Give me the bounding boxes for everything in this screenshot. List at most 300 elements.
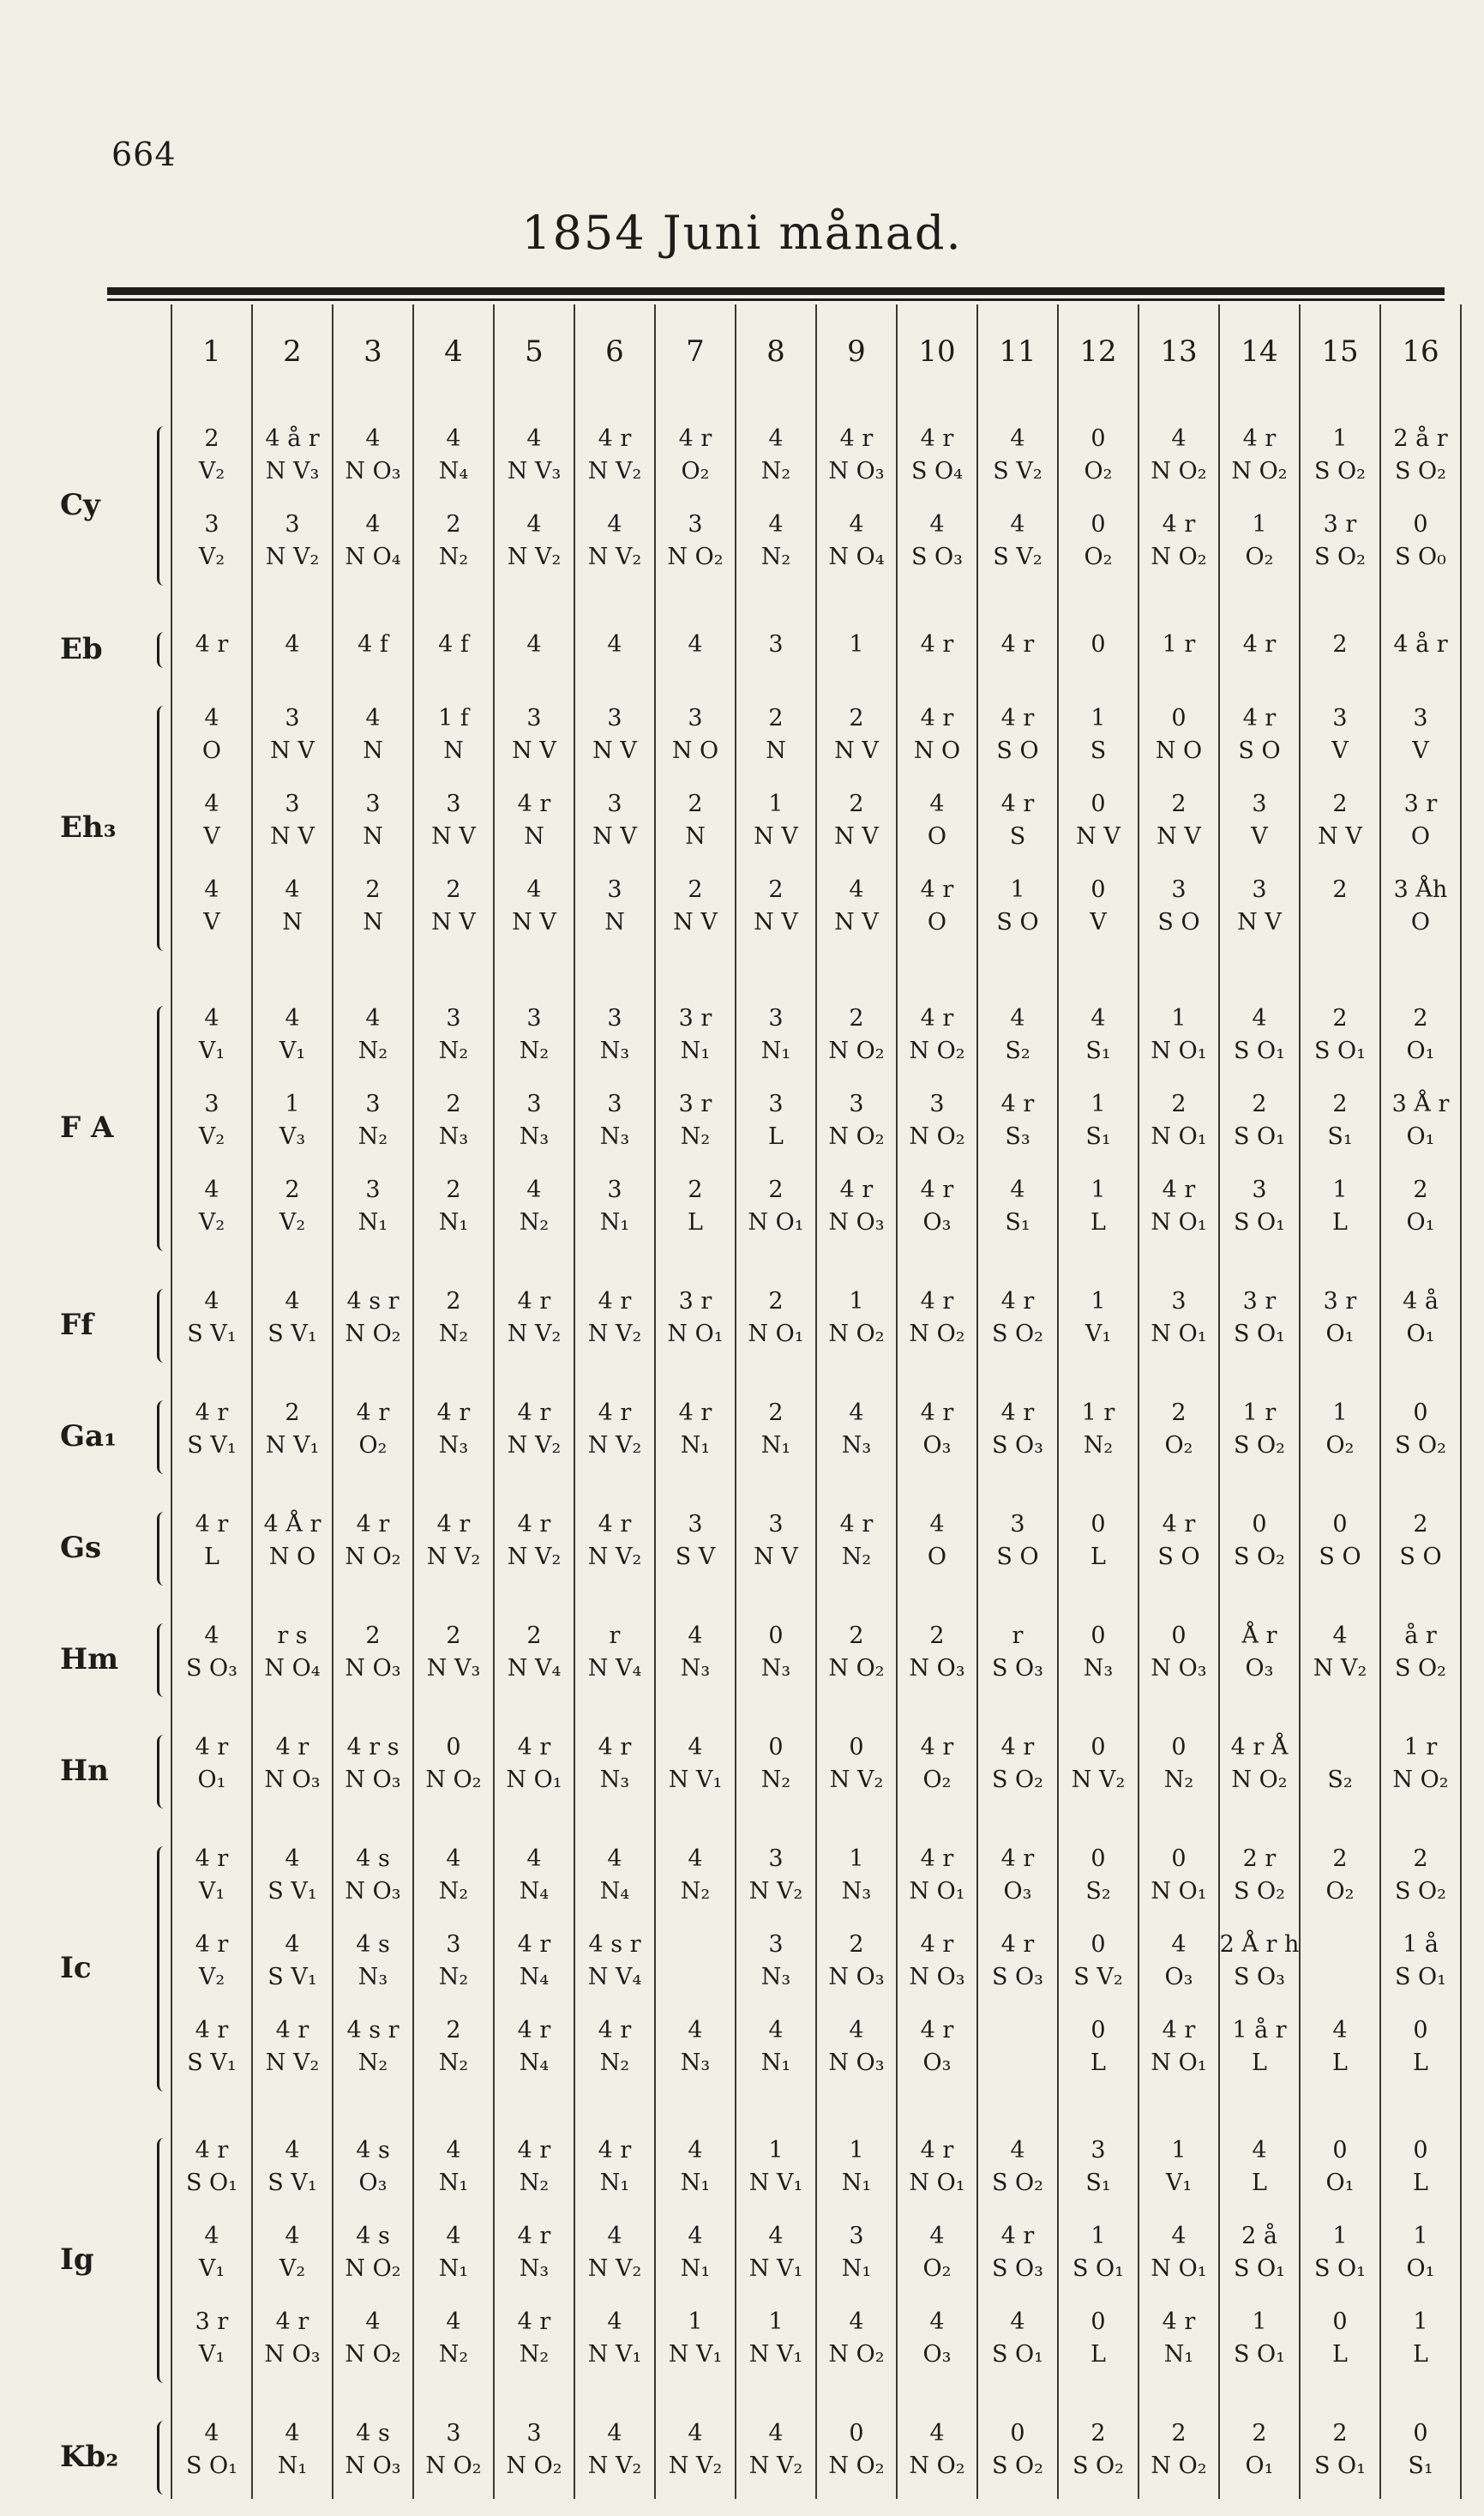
cell-direction: L xyxy=(768,1123,784,1150)
cell-direction: S V₁ xyxy=(267,1878,317,1905)
table-cell xyxy=(333,423,413,505)
cell-strength: 0 xyxy=(768,1734,784,1761)
cell-strength: r xyxy=(609,1622,621,1649)
station-brace xyxy=(157,1846,170,2092)
table-cell xyxy=(413,629,494,711)
cell-direction: N₂ xyxy=(1083,1432,1114,1459)
cell-direction: N V₂ xyxy=(587,1432,642,1459)
cell-strength: 4 r xyxy=(1162,1511,1196,1538)
cell-direction: S O₂ xyxy=(1233,1544,1286,1570)
column-divider xyxy=(251,304,253,2499)
cell-strength: 3 xyxy=(849,2223,864,2249)
table-cell xyxy=(252,1929,333,2011)
cell-strength: 4 xyxy=(1010,2308,1025,2335)
cell-direction: O₁ xyxy=(197,1767,226,1793)
cell-direction: S O₁ xyxy=(1313,2255,1367,2282)
table-cell xyxy=(171,874,252,956)
table-cell xyxy=(977,2014,1058,2097)
table-cell xyxy=(977,1843,1058,1925)
cell-direction: N O₃ xyxy=(909,1655,965,1682)
cell-strength: 1 xyxy=(1332,2223,1348,2249)
cell-strength: 4 xyxy=(285,631,300,658)
table-cell xyxy=(655,1731,736,1814)
table-cell xyxy=(1300,2417,1380,2500)
cell-strength: 3 xyxy=(365,791,381,817)
cell-strength: 4 xyxy=(768,511,784,538)
cell-strength: 4 xyxy=(365,705,381,731)
table-cell xyxy=(736,2306,816,2388)
table-cell xyxy=(171,1508,252,1591)
table-cell xyxy=(574,1397,655,1479)
cell-direction: N O₂ xyxy=(345,2255,401,2282)
cell-strength: 3 xyxy=(285,705,300,731)
cell-direction: N₃ xyxy=(841,1878,872,1905)
cell-direction: S O xyxy=(1319,1544,1361,1570)
cell-strength: 4 xyxy=(929,511,945,538)
table-cell xyxy=(1219,2014,1300,2097)
cell-direction: L xyxy=(1090,2341,1106,2368)
cell-strength: 4 r xyxy=(436,1511,471,1538)
cell-direction: N O₃ xyxy=(345,1655,401,1682)
table-cell xyxy=(413,2417,494,2500)
cell-strength: 3 xyxy=(1090,2137,1106,2164)
cell-direction: N₂ xyxy=(519,2341,550,2368)
table-cell xyxy=(1058,2220,1139,2302)
table-cell xyxy=(1058,1285,1139,1368)
column-header: 4 xyxy=(444,334,463,369)
cell-direction: N O₁ xyxy=(1151,1209,1207,1236)
table-cell xyxy=(1380,1620,1461,1702)
cell-strength: 4 r xyxy=(598,425,632,452)
cell-direction: S O₁ xyxy=(185,2170,238,2196)
cell-strength: 1 å xyxy=(1403,1931,1439,1958)
table-cell xyxy=(1300,509,1380,591)
cell-direction: O₃ xyxy=(1245,1655,1274,1682)
cell-strength: 0 xyxy=(1171,1734,1187,1761)
cell-direction: N₁ xyxy=(438,2170,469,2196)
cell-strength: 1 xyxy=(849,1845,864,1872)
table-cell xyxy=(333,1088,413,1171)
cell-direction: N₃ xyxy=(1083,1655,1114,1682)
table-cell xyxy=(1219,2306,1300,2388)
cell-strength: 4 r xyxy=(920,2017,954,2043)
table-cell xyxy=(1219,1620,1300,1702)
cell-direction: N V xyxy=(270,737,315,764)
cell-strength: 4 r xyxy=(920,1931,954,1958)
table-cell xyxy=(655,1397,736,1479)
cell-direction: O₂ xyxy=(922,2255,952,2282)
table-cell xyxy=(1380,1002,1461,1085)
cell-strength: 4 r xyxy=(195,2137,229,2164)
cell-strength: 4 r xyxy=(920,631,954,658)
cell-direction: V₁ xyxy=(279,1038,306,1064)
cell-direction: N₂ xyxy=(357,1123,388,1150)
table-cell xyxy=(897,629,977,711)
cell-strength: 0 xyxy=(446,1734,461,1761)
table-cell xyxy=(494,1508,574,1591)
table-cell xyxy=(977,1731,1058,1814)
cell-direction: V xyxy=(1251,823,1268,850)
table-cell xyxy=(1139,1731,1219,1814)
cell-direction: S O₁ xyxy=(991,2341,1044,2368)
cell-direction: N₁ xyxy=(760,1432,791,1459)
table-cell xyxy=(1139,1843,1219,1925)
cell-strength: 3 xyxy=(607,1091,622,1117)
cell-strength: 2 xyxy=(849,1622,864,1649)
table-cell xyxy=(655,423,736,505)
table-cell xyxy=(977,1285,1058,1368)
cell-direction: O₂ xyxy=(1325,1878,1355,1905)
table-cell xyxy=(413,702,494,785)
cell-direction: O₁ xyxy=(1245,2453,1274,2479)
cell-strength: 2 xyxy=(768,876,784,903)
cell-direction: O₃ xyxy=(922,1209,952,1236)
table-cell xyxy=(1058,1002,1139,1085)
cell-strength: 1 xyxy=(1090,1091,1106,1117)
cell-direction: N O₂ xyxy=(345,2341,401,2368)
table-cell xyxy=(736,629,816,711)
table-cell xyxy=(1219,1731,1300,1814)
table-cell xyxy=(1380,1843,1461,1925)
cell-direction: N O₂ xyxy=(828,2453,885,2479)
table-cell xyxy=(171,2134,252,2217)
cell-strength: 0 xyxy=(1090,631,1106,658)
cell-strength: 4 xyxy=(1010,425,1025,452)
column-divider xyxy=(1057,304,1059,2499)
table-cell xyxy=(1380,423,1461,505)
table-cell xyxy=(333,1731,413,1814)
cell-strength: 4 xyxy=(688,2420,703,2447)
table-cell xyxy=(1058,1508,1139,1591)
cell-strength: 4 xyxy=(929,2308,945,2335)
cell-direction: N₃ xyxy=(438,1432,469,1459)
table-cell xyxy=(1300,1929,1380,2011)
table-cell xyxy=(574,874,655,956)
cell-direction: N O₂ xyxy=(506,2453,562,2479)
cell-strength: 4 xyxy=(688,1734,703,1761)
table-cell xyxy=(897,1843,977,1925)
column-header: 8 xyxy=(766,334,785,369)
table-cell xyxy=(977,2417,1058,2500)
cell-strength: 3 xyxy=(607,1177,622,1203)
cell-strength: 4 xyxy=(688,2017,703,2043)
cell-direction: O₁ xyxy=(1406,1123,1435,1150)
cell-direction: O₂ xyxy=(1084,544,1113,570)
table-cell xyxy=(897,2306,977,2388)
cell-direction: S O xyxy=(1157,909,1200,936)
cell-strength: 4 r xyxy=(1000,1845,1035,1872)
cell-direction: N O₂ xyxy=(1392,1767,1449,1793)
cell-strength: 4 xyxy=(365,511,381,538)
cell-strength: 3 r xyxy=(195,2308,229,2335)
cell-direction: N₁ xyxy=(680,2170,711,2196)
cell-strength: 4 r xyxy=(517,2223,551,2249)
cell-direction: N O₃ xyxy=(345,458,401,485)
cell-direction: S O₂ xyxy=(991,2453,1044,2479)
cell-direction: L xyxy=(1252,2050,1267,2076)
table-cell xyxy=(977,423,1058,505)
cell-strength: 1 xyxy=(1332,425,1348,452)
cell-direction: N O₁ xyxy=(909,2170,965,2196)
cell-direction: N₂ xyxy=(357,1038,388,1064)
cell-direction: O₃ xyxy=(922,2341,952,2368)
cell-strength: 1 xyxy=(1252,511,1267,538)
cell-direction: L xyxy=(1332,1209,1348,1236)
table-cell xyxy=(655,1174,736,1256)
table-cell xyxy=(897,1929,977,2011)
cell-strength: 0 xyxy=(1090,1622,1106,1649)
cell-direction: O xyxy=(201,737,222,764)
cell-strength: 3 xyxy=(526,2420,542,2447)
cell-direction: S O₂ xyxy=(1394,1432,1447,1459)
cell-strength: 4 xyxy=(446,1845,461,1872)
table-cell xyxy=(171,509,252,591)
table-cell xyxy=(655,874,736,956)
station-brace xyxy=(157,2138,170,2383)
column-divider xyxy=(1460,304,1462,2499)
cell-direction: S O₃ xyxy=(991,1432,1044,1459)
cell-strength: 1 xyxy=(1171,2137,1187,2164)
cell-strength: 1 xyxy=(849,631,864,658)
cell-strength: 3 r xyxy=(678,1091,712,1117)
cell-strength: 4 xyxy=(849,511,864,538)
cell-direction: N O₂ xyxy=(345,1544,401,1570)
column-header: 5 xyxy=(525,334,544,369)
table-cell xyxy=(816,874,897,956)
cell-strength: 2 r xyxy=(1242,1845,1277,1872)
cell-direction: S V₁ xyxy=(187,1321,237,1347)
cell-strength: 3 r xyxy=(1323,1288,1357,1315)
cell-strength: 4 r xyxy=(839,425,874,452)
cell-strength: 4 r xyxy=(1000,1399,1035,1426)
cell-strength: 4 xyxy=(365,425,381,452)
cell-strength: 2 xyxy=(446,1091,461,1117)
cell-direction: N V xyxy=(592,823,637,850)
table-cell xyxy=(574,423,655,505)
cell-direction: O₃ xyxy=(1003,1878,1032,1905)
cell-strength: 4 s xyxy=(356,1931,390,1958)
cell-strength: 4 r xyxy=(195,2017,229,2043)
station-brace xyxy=(157,1623,170,1697)
cell-direction: N V xyxy=(512,737,556,764)
cell-direction: V₂ xyxy=(198,1123,225,1150)
column-divider xyxy=(171,304,172,2499)
table-cell xyxy=(574,1929,655,2011)
table-cell xyxy=(816,2134,897,2217)
table-cell xyxy=(574,1508,655,1591)
station-label: Eh₃ xyxy=(60,810,117,845)
cell-strength: 4 xyxy=(1010,1005,1025,1032)
page-number: 664 xyxy=(111,135,177,173)
table-cell xyxy=(897,1397,977,1479)
table-cell xyxy=(1300,1088,1380,1171)
cell-direction: V xyxy=(1331,737,1349,764)
cell-direction: N O₁ xyxy=(1151,1321,1207,1347)
cell-direction: N V xyxy=(834,909,879,936)
cell-strength: 1 xyxy=(1332,1177,1348,1203)
station-brace xyxy=(157,1289,170,1363)
cell-strength: 4 xyxy=(204,876,219,903)
column-header: 7 xyxy=(686,334,705,369)
table-cell xyxy=(816,509,897,591)
cell-strength: 4 xyxy=(1090,1005,1106,1032)
cell-strength: 4 xyxy=(285,1931,300,1958)
cell-strength: 4 r xyxy=(920,705,954,731)
table-cell xyxy=(736,423,816,505)
table-cell xyxy=(1139,1929,1219,2011)
cell-direction: N O₂ xyxy=(828,1321,885,1347)
cell-strength: 2 å r xyxy=(1393,425,1448,452)
table-cell xyxy=(1058,874,1139,956)
cell-direction: N₃ xyxy=(599,1767,630,1793)
table-cell xyxy=(1139,788,1219,870)
table-cell xyxy=(736,2220,816,2302)
cell-strength: 4 r xyxy=(517,2017,551,2043)
cell-direction: N O₂ xyxy=(1151,458,1207,485)
table-cell xyxy=(333,874,413,956)
cell-direction: O₂ xyxy=(1084,458,1113,485)
table-cell xyxy=(977,1397,1058,1479)
cell-strength: 3 xyxy=(688,1511,703,1538)
cell-direction: N V xyxy=(754,909,798,936)
cell-strength: 4 xyxy=(1332,1622,1348,1649)
cell-strength: 3 xyxy=(849,1091,864,1117)
table-cell xyxy=(1219,2134,1300,2217)
cell-direction: L xyxy=(1090,1544,1106,1570)
table-cell xyxy=(655,1843,736,1925)
table-cell xyxy=(252,1397,333,1479)
cell-strength: 4 xyxy=(607,1845,622,1872)
table-cell xyxy=(494,1620,574,1702)
cell-strength: 2 xyxy=(768,1177,784,1203)
table-cell xyxy=(1219,2417,1300,2500)
cell-strength: 3 xyxy=(526,705,542,731)
cell-strength: 4 xyxy=(204,2223,219,2249)
cell-strength: 2 xyxy=(1332,791,1348,817)
cell-direction: N₂ xyxy=(841,1544,872,1570)
table-cell xyxy=(897,2417,977,2500)
cell-strength: 3 xyxy=(768,1845,784,1872)
cell-direction: S O₃ xyxy=(991,1655,1044,1682)
table-cell xyxy=(977,2306,1058,2388)
cell-direction: N V xyxy=(834,823,879,850)
cell-strength: 0 xyxy=(1413,511,1428,538)
cell-direction: O₁ xyxy=(1406,1209,1435,1236)
table-cell xyxy=(494,2220,574,2302)
table-cell xyxy=(816,1174,897,1256)
station-label: Ig xyxy=(60,2242,94,2277)
table-cell xyxy=(736,874,816,956)
cell-direction: O₂ xyxy=(1325,1432,1355,1459)
table-cell xyxy=(333,2417,413,2500)
cell-direction: N O₃ xyxy=(264,1767,321,1793)
cell-direction: L xyxy=(1252,2170,1267,2196)
cell-strength: 4 xyxy=(204,705,219,731)
table-cell xyxy=(977,1174,1058,1256)
cell-direction: N V₂ xyxy=(507,544,562,570)
table-cell xyxy=(171,629,252,711)
cell-direction: N V₁ xyxy=(668,1767,723,1793)
table-cell xyxy=(736,2014,816,2097)
cell-direction: S₁ xyxy=(1085,2170,1111,2196)
table-cell xyxy=(333,788,413,870)
cell-direction: S O₁ xyxy=(1072,2255,1125,2282)
table-cell xyxy=(252,702,333,785)
cell-strength: 4 r xyxy=(517,2137,551,2164)
top-rule-thin xyxy=(107,298,1445,301)
cell-direction: S O₂ xyxy=(1394,458,1447,485)
cell-strength: 0 xyxy=(768,1622,784,1649)
cell-direction: N V xyxy=(754,823,798,850)
cell-strength: 3 xyxy=(1171,876,1187,903)
cell-strength: 3 xyxy=(607,1005,622,1032)
cell-strength: 2 xyxy=(768,1288,784,1315)
cell-strength: 4 xyxy=(446,2308,461,2335)
cell-strength: 4 r xyxy=(920,1177,954,1203)
cell-strength: 4 f xyxy=(438,631,469,658)
table-cell xyxy=(897,788,977,870)
cell-strength: 4 s xyxy=(356,2137,390,2164)
cell-direction: S O₂ xyxy=(1313,458,1367,485)
cell-direction: N₂ xyxy=(438,544,469,570)
cell-strength: 4 r xyxy=(517,1511,551,1538)
cell-strength: 2 xyxy=(446,1177,461,1203)
table-cell xyxy=(897,423,977,505)
table-cell xyxy=(977,2134,1058,2217)
cell-direction: L xyxy=(1090,1209,1106,1236)
cell-strength: 4 xyxy=(607,2308,622,2335)
cell-direction: N O₂ xyxy=(1231,1767,1288,1793)
table-cell xyxy=(1300,1731,1380,1814)
cell-strength: 4 xyxy=(1171,1931,1187,1958)
cell-direction: V₁ xyxy=(198,2255,225,2282)
table-cell xyxy=(171,1088,252,1171)
table-cell xyxy=(333,2306,413,2388)
table-cell xyxy=(655,509,736,591)
column-divider xyxy=(1138,304,1139,2499)
table-cell xyxy=(1380,1731,1461,1814)
table-cell xyxy=(655,2134,736,2217)
cell-strength: 2 xyxy=(1413,1511,1428,1538)
table-cell xyxy=(1380,629,1461,711)
cell-direction: S xyxy=(1090,737,1107,764)
cell-strength: 4 s xyxy=(356,2420,390,2447)
cell-strength: 4 r xyxy=(920,1845,954,1872)
cell-strength: 4 s r xyxy=(346,1288,400,1315)
table-cell xyxy=(816,2014,897,2097)
cell-direction: S O xyxy=(996,909,1039,936)
table-cell xyxy=(816,629,897,711)
cell-strength: 0 xyxy=(1090,2017,1106,2043)
cell-direction: N O₂ xyxy=(828,2341,885,2368)
cell-strength: 4 xyxy=(688,631,703,658)
cell-direction: S₁ xyxy=(1408,2453,1433,2479)
cell-direction: N₁ xyxy=(680,2255,711,2282)
cell-direction: N₄ xyxy=(599,1878,630,1905)
cell-strength: 4 xyxy=(204,1005,219,1032)
cell-strength: 4 xyxy=(526,876,542,903)
cell-direction: L xyxy=(1413,2170,1428,2196)
cell-direction: O xyxy=(1410,909,1431,936)
cell-direction: N₁ xyxy=(599,2170,630,2196)
column-divider xyxy=(976,304,978,2499)
cell-strength: 0 xyxy=(1090,2308,1106,2335)
table-cell xyxy=(1300,1620,1380,1702)
table-cell xyxy=(413,1285,494,1368)
table-cell xyxy=(897,1620,977,1702)
table-cell xyxy=(1058,1620,1139,1702)
cell-strength: 0 xyxy=(1090,511,1106,538)
